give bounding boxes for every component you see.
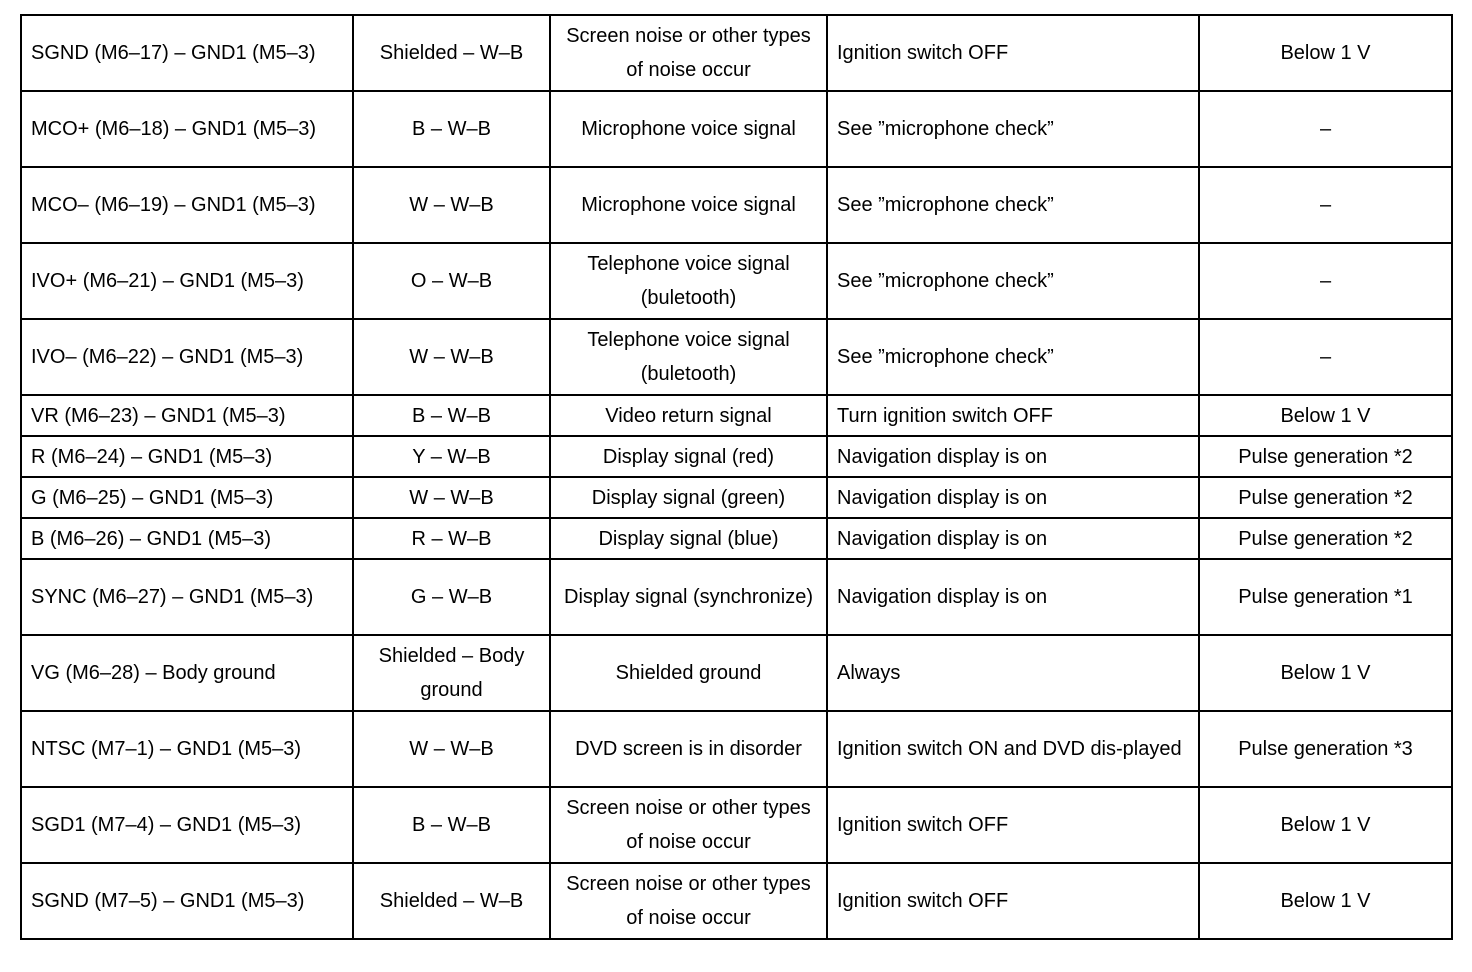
term-description-cell: Microphone voice signal: [550, 91, 827, 167]
table-row: [21, 243, 1452, 319]
table-row: [21, 167, 1452, 243]
table-row: [21, 395, 1452, 436]
specified-condition-cell: Pulse generation *2: [1199, 436, 1452, 477]
table-body: [21, 15, 1452, 939]
terminal-cell: MCO– (M6–19) – GND1 (M5–3): [21, 167, 353, 243]
table-row: [21, 436, 1452, 477]
wiring-color-cell: B – W–B: [353, 395, 550, 436]
specified-condition-cell: –: [1199, 319, 1452, 395]
terminal-cell: VR (M6–23) – GND1 (M5–3): [21, 395, 353, 436]
condition-cell: Ignition switch OFF: [827, 863, 1199, 939]
terminal-cell: SGND (M7–5) – GND1 (M5–3): [21, 863, 353, 939]
specified-condition-cell: Below 1 V: [1199, 863, 1452, 939]
specified-condition-cell: –: [1199, 91, 1452, 167]
specified-condition-cell: –: [1199, 167, 1452, 243]
wiring-color-cell: W – W–B: [353, 711, 550, 787]
condition-cell: Ignition switch ON and DVD dis-played: [827, 711, 1199, 787]
table-row: [21, 559, 1452, 635]
specified-condition-cell: Below 1 V: [1199, 395, 1452, 436]
term-description-cell: Shielded ground: [550, 635, 827, 711]
terminal-cell: G (M6–25) – GND1 (M5–3): [21, 477, 353, 518]
term-description-cell: Telephone voice signal (buletooth): [550, 319, 827, 395]
condition-cell: See ”microphone check”: [827, 91, 1199, 167]
table-row: [21, 863, 1452, 939]
condition-cell: Navigation display is on: [827, 436, 1199, 477]
wiring-color-cell: Shielded – W–B: [353, 863, 550, 939]
specified-condition-cell: Below 1 V: [1199, 787, 1452, 863]
condition-cell: Always: [827, 635, 1199, 711]
terminal-cell: SGD1 (M7–4) – GND1 (M5–3): [21, 787, 353, 863]
specified-condition-cell: Below 1 V: [1199, 15, 1452, 91]
condition-cell: Navigation display is on: [827, 477, 1199, 518]
condition-cell: See ”microphone check”: [827, 319, 1199, 395]
terminal-cell: R (M6–24) – GND1 (M5–3): [21, 436, 353, 477]
term-description-cell: Display signal (synchronize): [550, 559, 827, 635]
term-description-cell: Display signal (green): [550, 477, 827, 518]
wiring-color-cell: W – W–B: [353, 167, 550, 243]
term-description-cell: Screen noise or other types of noise occur: [550, 15, 827, 91]
specified-condition-cell: Pulse generation *3: [1199, 711, 1452, 787]
wiring-color-cell: Y – W–B: [353, 436, 550, 477]
wiring-color-cell: W – W–B: [353, 319, 550, 395]
term-description-cell: Display signal (red): [550, 436, 827, 477]
condition-cell: Ignition switch OFF: [827, 787, 1199, 863]
term-description-cell: Microphone voice signal: [550, 167, 827, 243]
terminal-cell: MCO+ (M6–18) – GND1 (M5–3): [21, 91, 353, 167]
wiring-color-cell: W – W–B: [353, 477, 550, 518]
condition-cell: See ”microphone check”: [827, 167, 1199, 243]
table-row: [21, 15, 1452, 91]
term-description-cell: Screen noise or other types of noise occur: [550, 863, 827, 939]
terminal-cell: VG (M6–28) – Body ground: [21, 635, 353, 711]
table-row: [21, 711, 1452, 787]
wiring-color-cell: Shielded – Body ground: [353, 635, 550, 711]
specified-condition-cell: –: [1199, 243, 1452, 319]
specified-condition-cell: Pulse generation *2: [1199, 518, 1452, 559]
term-description-cell: Video return signal: [550, 395, 827, 436]
condition-cell: Turn ignition switch OFF: [827, 395, 1199, 436]
term-description-cell: Telephone voice signal (buletooth): [550, 243, 827, 319]
table-row: [21, 477, 1452, 518]
term-description-cell: Screen noise or other types of noise occur: [550, 787, 827, 863]
terminal-cell: NTSC (M7–1) – GND1 (M5–3): [21, 711, 353, 787]
wiring-color-cell: G – W–B: [353, 559, 550, 635]
specified-condition-cell: Pulse generation *2: [1199, 477, 1452, 518]
condition-cell: See ”microphone check”: [827, 243, 1199, 319]
terminal-cell: IVO– (M6–22) – GND1 (M5–3): [21, 319, 353, 395]
term-description-cell: Display signal (blue): [550, 518, 827, 559]
term-description-cell: DVD screen is in disorder: [550, 711, 827, 787]
table-row: [21, 518, 1452, 559]
wiring-color-cell: R – W–B: [353, 518, 550, 559]
wiring-color-cell: B – W–B: [353, 787, 550, 863]
terminal-cell: B (M6–26) – GND1 (M5–3): [21, 518, 353, 559]
wiring-color-cell: Shielded – W–B: [353, 15, 550, 91]
specified-condition-cell: Below 1 V: [1199, 635, 1452, 711]
condition-cell: Ignition switch OFF: [827, 15, 1199, 91]
terminal-cell: SGND (M6–17) – GND1 (M5–3): [21, 15, 353, 91]
condition-cell: Navigation display is on: [827, 559, 1199, 635]
table-row: [21, 635, 1452, 711]
wiring-color-cell: B – W–B: [353, 91, 550, 167]
wiring-color-cell: O – W–B: [353, 243, 550, 319]
table-row: [21, 91, 1452, 167]
terminal-inspection-table: [20, 14, 1453, 940]
table-row: [21, 787, 1452, 863]
specified-condition-cell: Pulse generation *1: [1199, 559, 1452, 635]
terminal-cell: IVO+ (M6–21) – GND1 (M5–3): [21, 243, 353, 319]
table-row: [21, 319, 1452, 395]
condition-cell: Navigation display is on: [827, 518, 1199, 559]
terminal-cell: SYNC (M6–27) – GND1 (M5–3): [21, 559, 353, 635]
